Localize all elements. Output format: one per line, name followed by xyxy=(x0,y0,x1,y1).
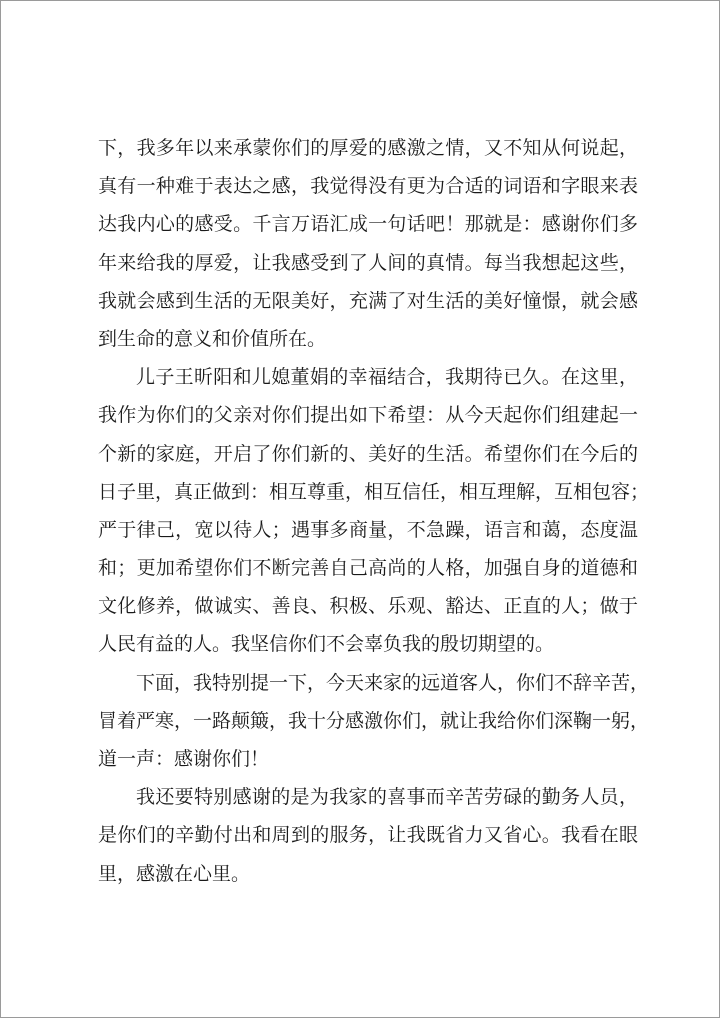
text-line: 个新的家庭，开启了你们新的、美好的生活。希望你们在今后的 xyxy=(98,442,638,465)
text-line: 我还要特别感谢的是为我家的喜事而辛苦劳碌的勤务人员， xyxy=(136,786,638,809)
paragraph-4 xyxy=(98,778,638,893)
text-line: 年来给我的厚爱，让我感受到了人间的真情。每当我想起这些， xyxy=(98,251,638,274)
text-line: 我就会感到生活的无限美好，充满了对生活的美好憧憬，就会感 xyxy=(98,289,638,312)
text-line: 和；更加希望你们不断完善自己高尚的人格，加强自身的道德和 xyxy=(98,557,638,580)
document-body xyxy=(98,129,650,893)
text-line: 我作为你们的父亲对你们提出如下希望：从今天起你们组建起一 xyxy=(98,404,638,427)
paragraph-1 xyxy=(98,129,638,358)
text-line: 儿子王昕阳和儿媳董娟的幸福结合，我期待已久。在这里， xyxy=(136,366,638,389)
text-line: 日子里，真正做到：相互尊重，相互信任，相互理解，互相包容； xyxy=(98,480,650,503)
text-line: 人民有益的人。我坚信你们不会辜负我的殷切期望的。 xyxy=(98,633,555,656)
text-line: 冒着严寒，一路颠簸，我十分感激你们，就让我给你们深鞠一躬， xyxy=(98,709,650,732)
text-line: 下面，我特别提一下，今天来家的远道客人，你们不辞辛苦， xyxy=(136,671,650,694)
paragraph-2 xyxy=(98,358,650,664)
text-line: 下，我多年以来承蒙你们的厚爱的感激之情，又不知从何说起， xyxy=(98,137,638,159)
text-line: 是你们的辛勤付出和周到的服务，让我既省力又省心。我看在眼 xyxy=(98,824,638,847)
text-line: 真有一种难于表达之感，我觉得没有更为合适的词语和字眼来表 xyxy=(98,175,638,198)
text-line: 里，感激在心里。 xyxy=(98,862,251,885)
text-line: 文化修养，做诚实、善良、积极、乐观、豁达、正直的人；做于 xyxy=(98,595,638,618)
text-line: 严于律己，宽以待人；遇事多商量，不急躁，语言和蔼，态度温 xyxy=(98,518,638,541)
text-line: 达我内心的感受。千言万语汇成一句话吧！那就是：感谢你们多 xyxy=(98,213,638,236)
text-line: 道一声：感谢你们！ xyxy=(98,748,270,770)
paragraph-3 xyxy=(98,664,650,779)
text-line: 到生命的意义和价值所在。 xyxy=(98,327,327,350)
